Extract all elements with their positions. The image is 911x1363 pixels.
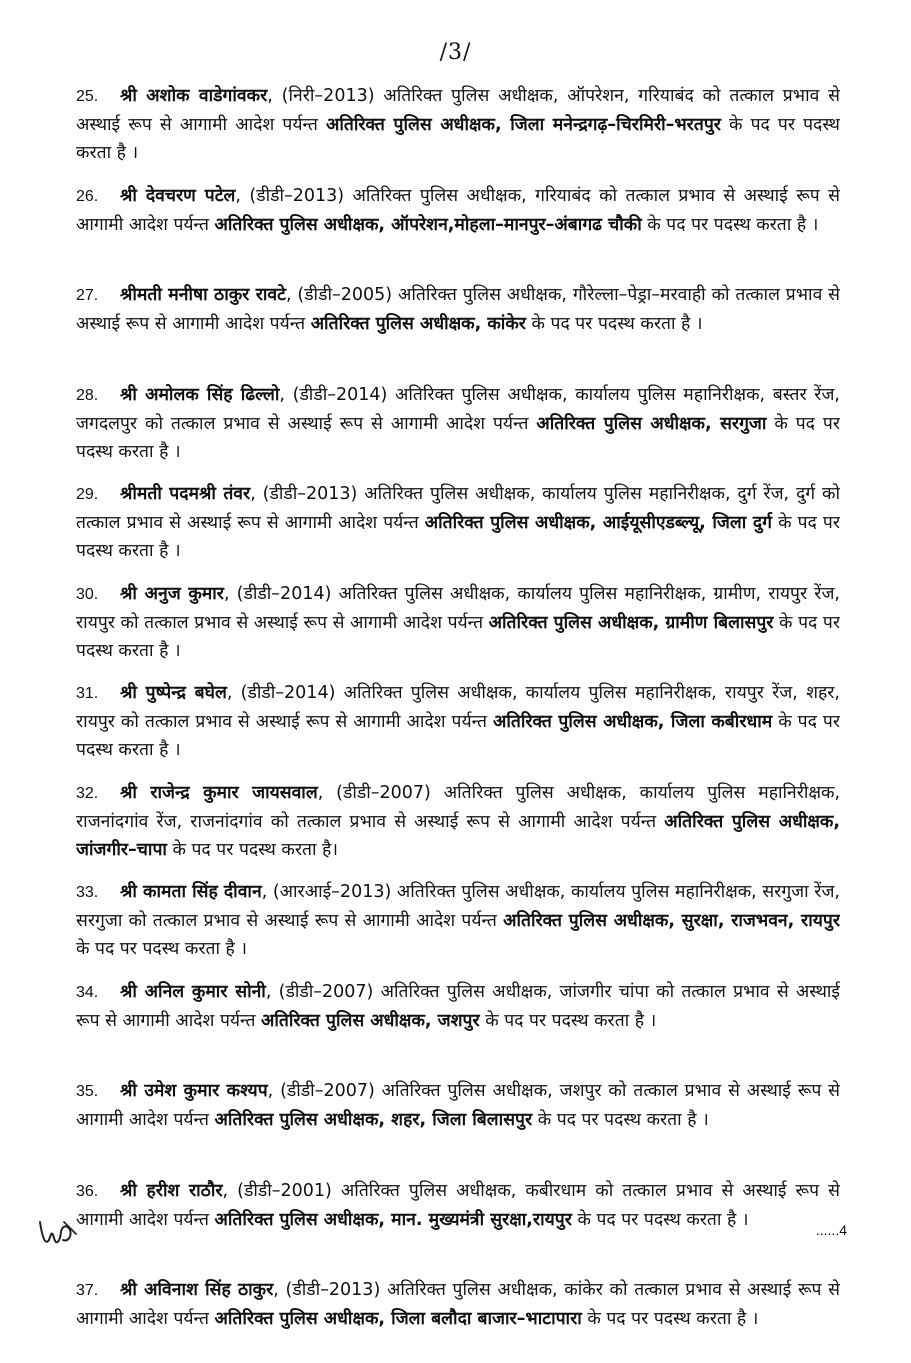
order-number: 37.: [76, 1282, 99, 1299]
order-item: [76, 679, 840, 761]
new-post: अतिरिक्त पुलिस अधीक्षक, ऑपरेशन,मोहला–मानपुर–अंबागढ चौकी: [214, 214, 642, 235]
order-number: 27.: [76, 287, 99, 304]
officer-name: श्री अनिल कुमार सोनी: [120, 981, 266, 1002]
order-number: 36.: [76, 1182, 99, 1200]
order-text: , (डीडी–2007) अतिरिक्त पुलिस अधीक्षक, जांजगीर चांपा को तत्काल प्रभाव से अस्थाई रूप से आगामी आदेश पर्यन्त: [76, 981, 840, 1031]
order-item: [76, 1177, 840, 1259]
order-text-end: के पद पर पदस्थ करता है ।: [76, 939, 248, 959]
order-text-end: के पद पर पदस्थ करता है ।: [581, 1309, 759, 1329]
initials-signature: [36, 1212, 80, 1252]
order-item: [76, 281, 840, 363]
order-number: 32.: [76, 784, 99, 802]
order-text-end: के पद पर पदस्थ करता है ।: [76, 712, 840, 760]
officer-name: श्रीमती पदमश्री तंवर: [120, 484, 251, 504]
officer-name: श्री पुष्पेन्द्र बघेल: [120, 683, 227, 703]
order-text-end: के पद पर पदस्थ करता है ।: [525, 314, 703, 334]
continued-marker: ......4: [815, 1222, 847, 1238]
order-number: 29.: [76, 486, 99, 503]
order-item: [76, 779, 840, 861]
order-text: , (डीडी–2005) अतिरिक्त पुलिस अधीक्षक, गौरेल्ला–पेड्रा–मरवाही को तत्काल प्रभाव से अस्थाई रूप से आगामी आदेश पर्यन्त: [76, 285, 840, 334]
new-post: अतिरिक्त पुलिस अधीक्षक, जांजगीर–चापा: [76, 811, 840, 860]
order-text: , (डीडी–2014) अतिरिक्त पुलिस अधीक्षक, कार्यालय पुलिस महानिरीक्षक, ग्रामीण, रायपुर रेंज, रायपुर को तत्काल प्रभाव से अस्थाई रूप से आगामी आदेश पर्यन्त: [76, 583, 840, 633]
order-item: [76, 580, 840, 662]
officer-name: श्री अशोक वाडेगांवकर: [120, 86, 268, 106]
new-post: अतिरिक्त पुलिस अधीक्षक, जिला बलौदा बाजार–भाटापारा: [214, 1309, 582, 1329]
order-text-end: के पद पर पदस्थ करता है ।: [76, 513, 840, 561]
order-text-end: के पद पर पदस्थ करता है ।: [76, 612, 840, 661]
officer-name: श्री अनुज कुमार: [120, 583, 224, 604]
order-text-end: के पद पर पदस्थ करता है ।: [571, 1209, 749, 1230]
order-text: , (डीडी–2014) अतिरिक्त पुलिस अधीक्षक, कार्यालय पुलिस महानिरीक्षक, बस्तर रेंज, जगदलपुर को तत्काल प्रभाव से अस्थाई रूप से आगामी आदेश पर्यन्त: [76, 384, 840, 434]
order-number: 28.: [76, 386, 99, 404]
order-text: , (डीडी–2007) अतिरिक्त पुलिस अधीक्षक, कार्यालय पुलिस महानिरीक्षक, राजनांदगांव रेंज, राजनांदगांव को तत्काल प्रभाव से अस्थाई रूप से आगामी आदेश पर्यन्त: [76, 782, 840, 832]
officer-name: श्री उमेश कुमार कश्यप: [120, 1081, 268, 1101]
new-post: अतिरिक्त पुलिस अधीक्षक, कांकेर: [310, 314, 526, 334]
order-number: 30.: [76, 585, 99, 603]
order-item: [76, 381, 840, 463]
order-text: , (निरी–2013) अतिरिक्त पुलिस अधीक्षक, ऑपरेशन, गरियाबंद को तत्काल प्रभाव से अस्थाई रूप से आगामी आदेश पर्यन्त: [76, 86, 840, 135]
order-text: , (डीडी–2007) अतिरिक्त पुलिस अधीक्षक, जशपुर को तत्काल प्रभाव से अस्थाई रूप से आगामी आदेश पर्यन्त: [76, 1081, 840, 1130]
new-post: अतिरिक्त पुलिस अधीक्षक, मान. मुख्यमंत्री सुरक्षा,रायपुर: [214, 1209, 572, 1230]
order-text: , (डीडी–2013) अतिरिक्त पुलिस अधीक्षक, गरियाबंद को तत्काल प्रभाव से अस्थाई रूप से आगामी आदेश पर्यन्त: [76, 185, 840, 235]
order-number: 31.: [76, 685, 99, 702]
officer-name: श्री कामता सिंह दीवान: [120, 882, 262, 902]
order-number: 33.: [76, 884, 99, 901]
order-text-end: के पद पर पदस्थ करता है ।: [532, 1110, 709, 1130]
order-number: 34.: [76, 983, 99, 1001]
order-text-end: के पद पर पदस्थ करता है ।: [76, 115, 840, 163]
new-post: अतिरिक्त पुलिस अधीक्षक, जिला कबीरधाम: [492, 712, 773, 732]
orders-list: [76, 82, 840, 1363]
officer-name: श्री राजेन्द्र कुमार जायसवाल: [120, 782, 318, 803]
order-item: [76, 1077, 840, 1159]
new-post: अतिरिक्त पुलिस अधीक्षक, सरगुजा: [536, 413, 767, 434]
order-item: [76, 878, 840, 960]
order-number: 25.: [76, 88, 99, 105]
order-number: 35.: [76, 1083, 99, 1100]
new-post: अतिरिक्त पुलिस अधीक्षक, सुरक्षा, राजभवन, रायपुर: [503, 911, 840, 931]
order-item: [76, 978, 840, 1060]
new-post: अतिरिक्त पुलिस अधीक्षक, ग्रामीण बिलासपुर: [488, 612, 774, 633]
new-post: अतिरिक्त पुलिस अधीक्षक, आईयूसीएडब्ल्यू, जिला दुर्ग: [424, 513, 773, 533]
new-post: अतिरिक्त पुलिस अधीक्षक, जिला मनेन्द्रगढ़–चिरमिरी–भरतपुर: [325, 115, 721, 135]
order-text-end: के पद पर पदस्थ करता है ।: [641, 214, 819, 235]
order-text: , (डीडी–2001) अतिरिक्त पुलिस अधीक्षक, कबीरधाम को तत्काल प्रभाव से अस्थाई रूप से आगामी आदेश पर्यन्त: [76, 1180, 840, 1230]
order-text: , (आरआई–2013) अतिरिक्त पुलिस अधीक्षक, कार्यालय पुलिस महानिरीक्षक, सरगुजा रेंज, सरगुजा को तत्काल प्रभाव से अस्थाई रूप से आगामी आदेश पर्यन्त: [76, 882, 840, 931]
order-text-end: के पद पर पदस्थ करता है ।: [76, 413, 840, 462]
officer-name: श्री देवचरण पटेल: [120, 185, 236, 206]
officer-name: श्री अमोलक सिंह ढिल्लो: [120, 384, 280, 405]
officer-name: श्रीमती मनीषा ठाकुर रावटे: [120, 285, 286, 305]
officer-name: श्री अविनाश सिंह ठाकुर: [120, 1280, 274, 1300]
order-text-end: के पद पर पदस्थ करता है ।: [479, 1010, 657, 1031]
order-text-end: के पद पर पदस्थ करता है।: [166, 839, 338, 860]
order-item: [76, 480, 840, 562]
order-text: , (डीडी–2014) अतिरिक्त पुलिस अधीक्षक, कार्यालय पुलिस महानिरीक्षक, रायपुर रेंज, शहर, रायपुर को तत्काल प्रभाव से अस्थाई रूप से आगामी आदेश पर्यन्त: [76, 683, 840, 732]
page-number: /3/: [439, 40, 472, 65]
officer-name: श्री हरीश राठौर: [120, 1180, 223, 1201]
order-item: [76, 182, 840, 264]
order-item: [76, 1276, 840, 1358]
new-post: अतिरिक्त पुलिस अधीक्षक, जशपुर: [260, 1010, 480, 1031]
order-number: 26.: [76, 187, 99, 205]
order-text: , (डीडी–2013) अतिरिक्त पुलिस अधीक्षक, कांकेर को तत्काल प्रभाव से अस्थाई रूप से आगामी आदेश पर्यन्त: [76, 1280, 840, 1329]
new-post: अतिरिक्त पुलिस अधीक्षक, शहर, जिला बिलासपुर: [214, 1110, 533, 1130]
order-text: , (डीडी–2013) अतिरिक्त पुलिस अधीक्षक, कार्यालय पुलिस महानिरीक्षक, दुर्ग रेंज, दुर्ग को तत्काल प्रभाव से अस्थाई रूप से आगामी आदेश पर्यन्त: [76, 484, 840, 533]
order-item: [76, 82, 840, 164]
